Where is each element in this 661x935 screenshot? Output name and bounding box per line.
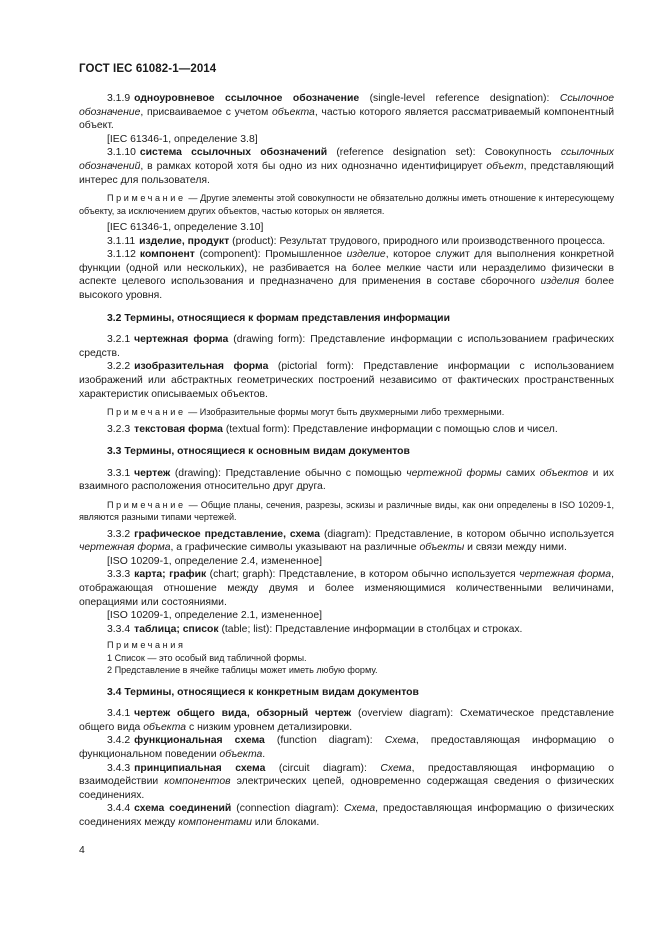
term-3-1-12: 3.1.12 компонент (component): Промышленное изделие, которое служит для выполнения конкретной функции (одной или нескольких), не разбивается на более мелкие части или неразделимо физически в аспекте целевого использования и предназначено для применения в составе сборочного изделия более высокого уровня. xyxy=(79,249,614,301)
term-3-2-2: 3.2.2 изобразительная форма (pictorial form): Представление информации с использованием изображений или абстрактных геометрических построений независимо от фактических пространственных характеристик описываемых объектов. xyxy=(79,361,614,400)
note: Примечание — Изобразительные формы могут быть двухмерными либо трехмерными. xyxy=(107,407,505,418)
term-3-1-11: 3.1.11 изделие, продукт (product): Результат трудового, природного или производственного процесса. xyxy=(107,235,606,247)
term-3-3-3: 3.3.3 карта; график (chart; graph): Представление, в котором обычно используется чертежная форма, отображающая отношение между двумя и более изменяющимися количественными величинами, операциями или состояниями. xyxy=(79,569,614,608)
term-3-4-3: 3.4.3 принципиальная схема (circuit diagram): Схема, предоставляющая информацию о взаимодействии компонентов электрических цепей, одновременно содержащая сведения о физических соединениях. xyxy=(79,762,615,801)
section-heading-3-3: 3.3 Термины, относящиеся к основным видам документов xyxy=(107,446,410,458)
term-3-3-4: 3.3.4 таблица; список (table; list): Представление информации в столбцах и строках. xyxy=(107,623,523,635)
section-heading-3-4: 3.4 Термины, относящиеся к конкретным видам документов xyxy=(107,686,419,698)
term-3-1-10: 3.1.10 система ссылочных обозначений (reference designation set): Совокупность ссылочных обозначений, в рамках которой хотя бы одно из них однозначно идентифицирует объект, представляющий интерес для пользователя. xyxy=(79,147,614,186)
note-item: 1 Список — это особый вид табличной формы. xyxy=(107,652,307,663)
notes-label: Примечания xyxy=(107,640,186,651)
reference: [IEC 61346-1, определение 3.10] xyxy=(107,221,264,233)
page-number: 4 xyxy=(79,845,85,856)
term-3-4-2: 3.4.2 функциональная схема (function diagram): Схема, предоставляющая информацию о функциональном поведении объекта. xyxy=(79,735,614,761)
reference: [ISO 10209-1, определение 2.4, измененное] xyxy=(107,555,323,567)
term-3-1-9: 3.1.9 одноуровневое ссылочное обозначение (single-level reference designation): Ссылочное обозначение, присваиваемое с учетом объекта, частью которого является рассматриваемый компонентный объект. xyxy=(79,93,615,132)
reference: [IEC 61346-1, определение 3.8] xyxy=(107,133,258,145)
term-3-3-1: 3.3.1 чертеж (drawing): Представление обычно с помощью чертежной формы самих объектов и их взаимного расположения относительно друг друга. xyxy=(79,467,614,493)
term-3-2-3: 3.2.3 текстовая форма (textual form): Представление информации с помощью слов и чисел. xyxy=(107,423,558,435)
note-item: 2 Представление в ячейке таблицы может иметь любую форму. xyxy=(107,665,378,676)
term-3-4-4: 3.4.4 схема соединений (connection diagram): Схема, предоставляющая информацию о физических соединениях между компонентами или блоками. xyxy=(79,803,614,828)
section-heading-3-2: 3.2 Термины, относящиеся к формам представления информации xyxy=(107,312,450,324)
term-3-3-2: 3.3.2 графическое представление, схема (diagram): Представление, в котором обычно используется чертежная форма, а графические символы указывают на различные объекты и связи между ними. xyxy=(79,528,614,554)
reference: [ISO 10209-1, определение 2.1, измененное] xyxy=(107,610,323,622)
note: Примечание — Другие элементы этой совокупности не обязательно должны иметь отношение к интересующему объекту, за исключением других объектов, частью которых он является. xyxy=(79,193,614,216)
page-content xyxy=(79,92,614,830)
term-3-2-1: 3.2.1 чертежная форма (drawing form): Представление информации с использованием графических средств. xyxy=(79,334,614,359)
term-3-4-1: 3.4.1 чертеж общего вида, обзорный чертеж (overview diagram): Схематическое представление общего вида объекта с низким уровнем детализировки. xyxy=(79,708,615,733)
page-header: ГОСТ IEC 61082-1—2014 xyxy=(79,63,217,75)
note: Примечание — Общие планы, сечения, разрезы, эскизы и различные виды, как они определены в ISO 10209-1, являются разными типами чертежей. xyxy=(79,499,614,523)
